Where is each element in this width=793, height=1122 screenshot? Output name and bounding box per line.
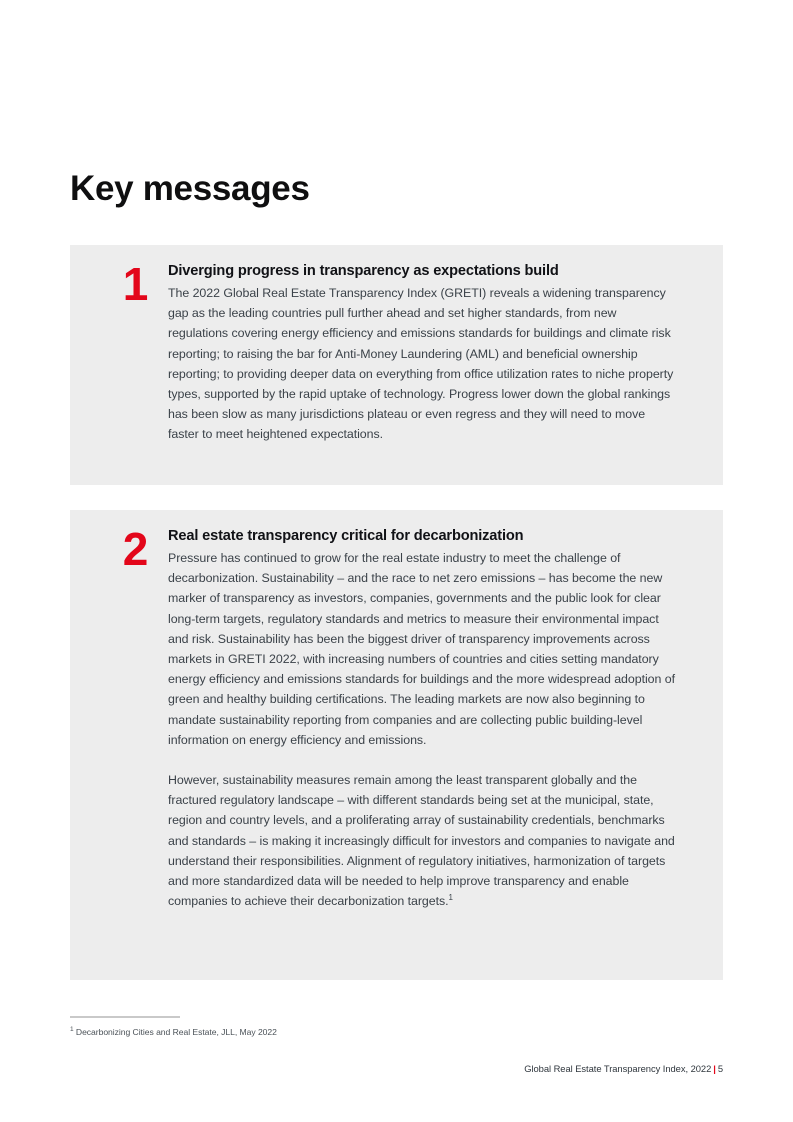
key-message-paragraph-2-2 xyxy=(168,770,676,911)
key-message-panel-2 xyxy=(70,510,723,980)
footnote-separator-rule xyxy=(70,1016,180,1018)
key-message-paragraph-2-1: Pressure has continued to grow for the real estate industry to meet the challenge of decarbonization. Sustainability – and the race to net zero emissions – has become the new marker of transparency as investors, companies, governments and the public look for clear long-term targets, regulatory standards and metrics to measure their environmental impact and risk. Sustainability has been the biggest driver of transparency improvements across markets in GRETI 2022, with increasing numbers of countries and cities setting mandatory energy efficiency and emissions standards for buildings and the more widespread adoption of green and healthy building certifications. The leading markets are now also beginning to mandate sustainability reporting from companies and are collecting public building-level information on energy efficiency and emissions. xyxy=(168,550,675,747)
key-message-paragraph-2-2-text: However, sustainability measures remain among the least transparent globally and the fractured regulatory landscape – with different standards being set at the municipal, state, region and country levels, and a proliferating array of sustainability credentials, benchmarks and standards – is making it increasingly difficult for investors and companies to navigate and understand their responsibilities. Alignment of regulatory initiatives, harmonization of targets and more standardized data will be needed to help improve transparency and enable companies to achieve their decarbonization targets. xyxy=(168,773,675,909)
key-message-body-2 xyxy=(168,527,676,911)
key-message-paragraph-1-1: The 2022 Global Real Estate Transparency Index (GRETI) reveals a widening transparency gap as the leading countries pull further ahead and set higher standards, from new regulations covering energy efficiency and emissions standards for buildings and climate risk reporting; to raising the bar for Anti-Money Laundering (AML) and beneficial ownership reporting; to providing deeper data on everything from office utilization rates to niche property types, supported by the rapid uptake of technology. Progress lower down the global rankings has been slow as many jurisdictions plateau or even regress and they will need to move faster to meet heightened expectations. xyxy=(168,285,674,442)
footnote xyxy=(70,1027,277,1037)
key-message-heading-1: Diverging progress in transparency as expectations build xyxy=(168,263,559,279)
key-message-body-1 xyxy=(168,262,676,445)
footer-separator: | xyxy=(713,1063,716,1074)
key-message-panel-1 xyxy=(70,245,723,485)
key-message-number-2: 2 xyxy=(122,523,148,575)
footer-page-number: 5 xyxy=(717,1063,723,1074)
footnote-text: Decarbonizing Cities and Real Estate, JLL, May 2022 xyxy=(75,1027,277,1037)
footnote-marker: 1 xyxy=(70,1026,74,1034)
key-message-number-1: 1 xyxy=(122,258,148,310)
footnote-reference-1: 1 xyxy=(448,893,453,903)
footer-publication-title: Global Real Estate Transparency Index, 2022 xyxy=(524,1063,712,1074)
page-footer xyxy=(524,1063,723,1074)
page-title: Key messages xyxy=(70,169,310,209)
key-message-heading-2: Real estate transparency critical for decarbonization xyxy=(168,528,524,544)
